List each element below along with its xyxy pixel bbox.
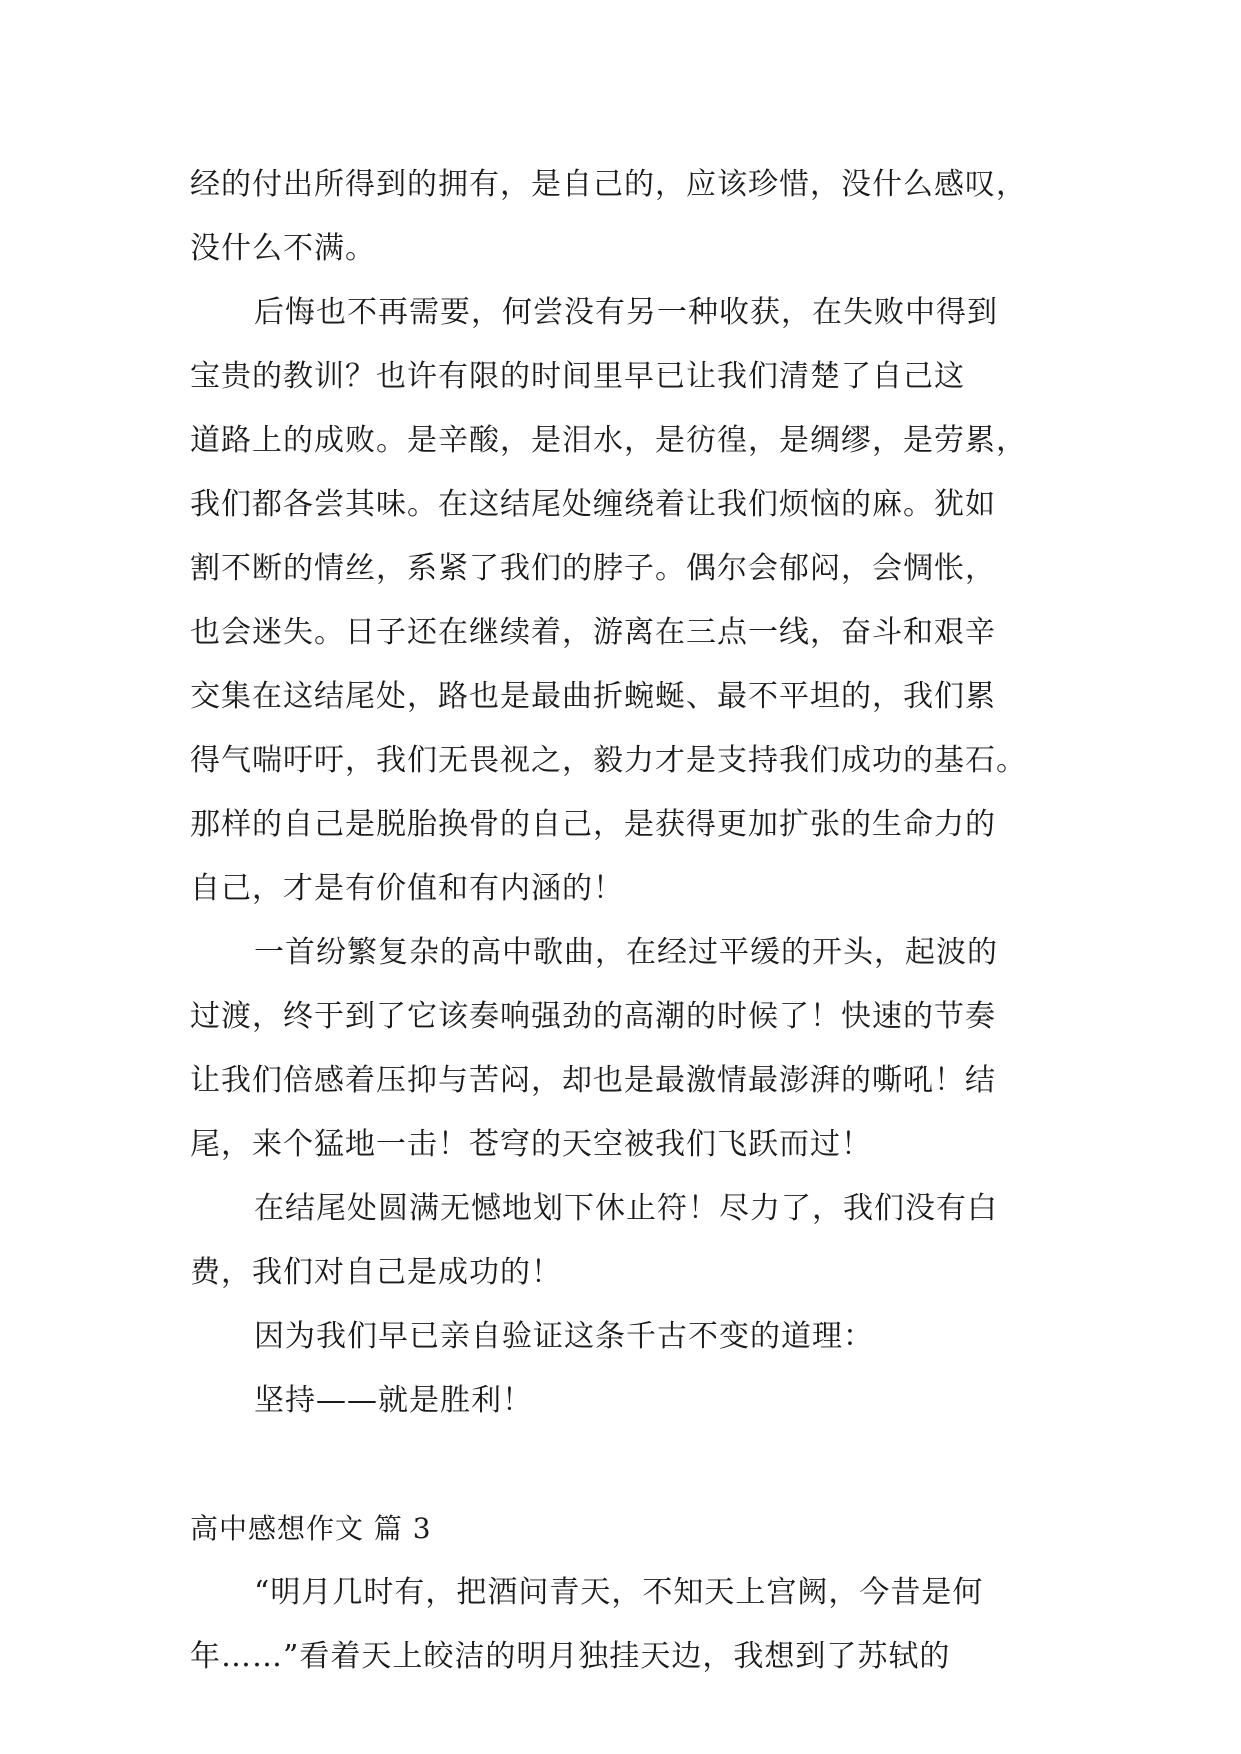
text-line: 经的付出所得到的拥有，是自己的，应该珍惜，没什么感叹，	[190, 167, 1027, 202]
text-line: 那样的自己是脱胎换骨的自己，是获得更加扩张的生命力的	[190, 807, 996, 842]
text-line: 交集在这结尾处，路也是最曲折蜿蜒、最不平坦的，我们累	[190, 679, 996, 714]
text-line: 也会迷失。日子还在继续着，游离在三点一线，奋斗和艰辛	[190, 615, 996, 650]
text-line: 年……”看着天上皎洁的明月独挂天边，我想到了苏轼的	[190, 1639, 951, 1674]
text-line: 尾，来个猛地一击！苍穹的天空被我们飞跃而过！	[190, 1127, 872, 1162]
paragraph-start-line: “明月几时有，把酒问青天，不知天上宫阙，今昔是何	[254, 1575, 984, 1610]
paragraph-start-line: 后悔也不再需要，何尝没有另一种收获，在失败中得到	[254, 295, 998, 330]
paragraph-start-line: 坚持——就是胜利！	[254, 1383, 533, 1418]
paragraph-start-line: 一首纷繁复杂的高中歌曲，在经过平缓的开头，起波的	[254, 935, 998, 970]
text-line: 没什么不满。	[190, 231, 376, 266]
text-line: 道路上的成败。是辛酸，是泪水，是彷徨，是绸缪，是劳累，	[190, 423, 1027, 458]
text-line: 费，我们对自己是成功的！	[190, 1255, 562, 1290]
text-line: 让我们倍感着压抑与苦闷，却也是最激情最澎湃的嘶吼！结	[190, 1063, 996, 1098]
paragraph-start-line: 在结尾处圆满无憾地划下休止符！尽力了，我们没有白	[254, 1191, 998, 1226]
text-line: 过渡，终于到了它该奏响强劲的高潮的时候了！快速的节奏	[190, 999, 996, 1034]
essay-body	[190, 153, 1052, 1689]
text-line: 割不断的情丝，系紧了我们的脖子。偶尔会郁闷，会惆怅，	[190, 551, 996, 586]
text-line: 自己，才是有价值和有内涵的！	[190, 871, 624, 906]
text-line: 得气喘吁吁，我们无畏视之，毅力才是支持我们成功的基石。	[190, 743, 1027, 778]
paragraph-start-line: 因为我们早已亲自验证这条千古不变的道理：	[254, 1319, 874, 1354]
section-heading: 高中感想作文 篇 3	[190, 1512, 432, 1545]
text-line: 我们都各尝其味。在这结尾处缠绕着让我们烦恼的麻。犹如	[190, 487, 996, 522]
text-line: 宝贵的教训？也许有限的时间里早已让我们清楚了自己这	[190, 359, 965, 394]
section-gap	[190, 1433, 1052, 1497]
